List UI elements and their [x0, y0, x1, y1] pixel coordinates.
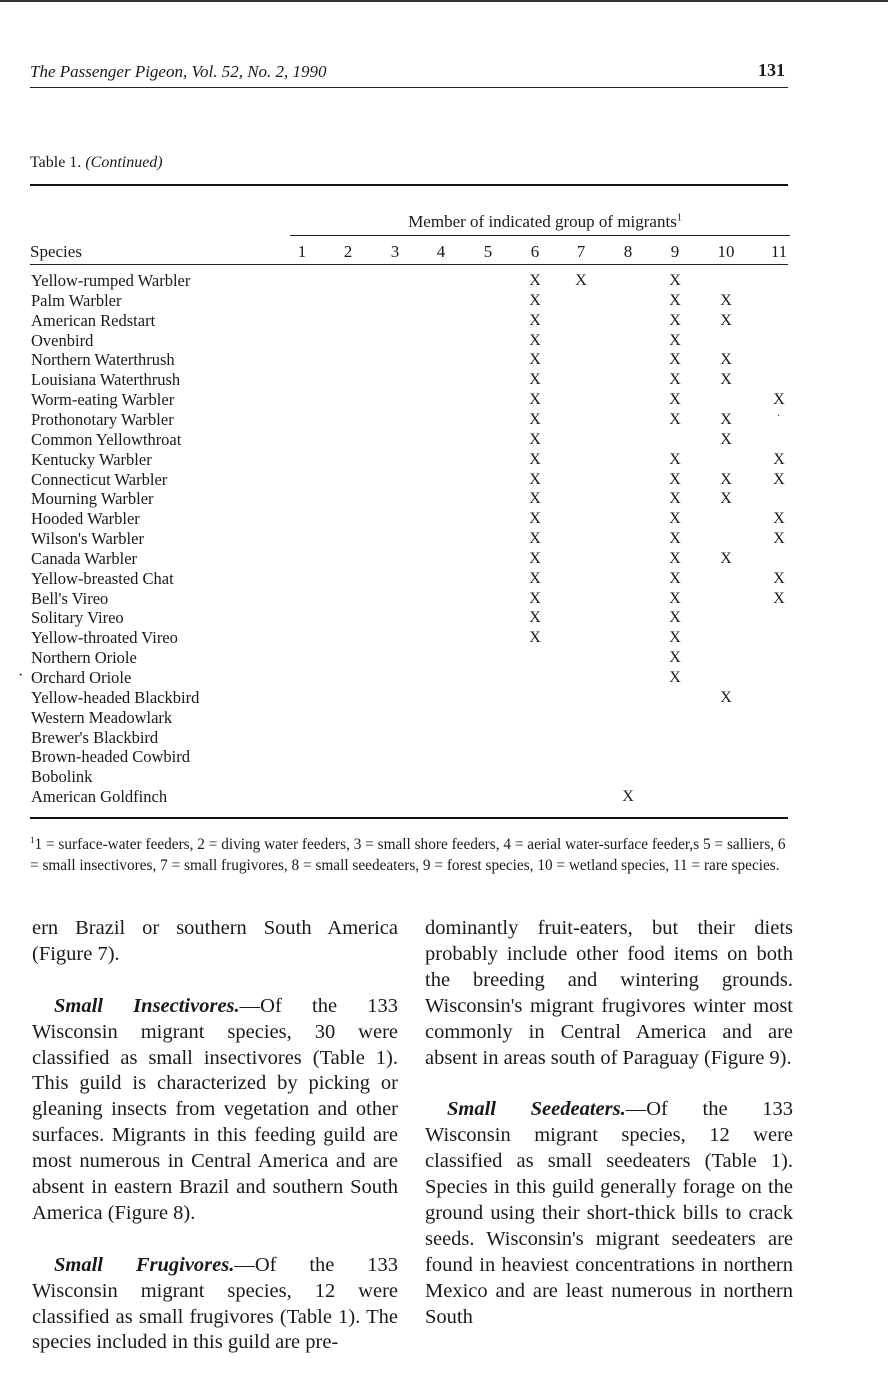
table-mark: X: [669, 450, 681, 468]
species-name: Wilson's Warbler: [31, 529, 144, 549]
species-name: Palm Warbler: [31, 290, 122, 310]
table-bottom-rule: [30, 817, 788, 819]
species-name: American Redstart: [31, 310, 156, 330]
table-mark: X: [575, 272, 587, 289]
table-mark: X: [669, 490, 681, 508]
species-name: Canada Warbler: [31, 548, 138, 568]
column-header-5: 5: [483, 242, 493, 261]
group-header-text: Member of indicated group of migrants: [408, 212, 677, 231]
column-header-8: 8: [623, 242, 633, 261]
table-mark: X: [773, 530, 785, 548]
table-mark: X: [720, 490, 732, 508]
page-number: 131: [758, 60, 785, 80]
header-rule: [30, 87, 788, 88]
table-mark: X: [720, 410, 732, 428]
species-name: Bell's Vireo: [31, 588, 109, 608]
paragraph: [32, 1253, 398, 1357]
table-mark: X: [529, 609, 541, 627]
species-name: Northern Oriole: [31, 648, 137, 668]
species-name: Worm-eating Warbler: [31, 390, 175, 410]
table-mark: X: [529, 391, 541, 409]
table-mark: X: [529, 450, 541, 468]
table-mark: X: [669, 609, 681, 627]
table-mark: X: [669, 311, 681, 329]
species-name: American Goldfinch: [31, 787, 168, 807]
table-caption-continued: (Continued): [85, 154, 163, 171]
table-mark: X: [529, 272, 541, 289]
stray-mark: ·: [18, 667, 24, 684]
table-mark: X: [669, 649, 681, 667]
group-header: [290, 212, 800, 232]
footnote-mark: 1: [30, 835, 35, 845]
table-mark: X: [773, 450, 785, 468]
header-bottom-rule: [30, 264, 788, 265]
table-mark: X: [529, 530, 541, 548]
table-mark: X: [720, 430, 732, 448]
column-header-4: 4: [436, 242, 446, 261]
paragraph: dominantly fruit-eaters, but their diets probably include other food items on both the breeding and wintering grounds. Wisconsin's migrant frugivores winter most commonly in Central America and are absent in areas south of Paraguay (Figure 9).: [425, 917, 793, 1069]
table-mark: X: [529, 569, 541, 587]
table-mark: X: [669, 391, 681, 409]
group-header-rule: [290, 235, 790, 236]
table-mark: X: [529, 410, 541, 428]
table-mark: X: [720, 291, 732, 309]
table-mark: X: [669, 331, 681, 349]
table-caption-label: Table 1.: [30, 154, 82, 171]
table-mark: X: [669, 589, 681, 607]
section-heading: Small Seedeaters.: [447, 1098, 626, 1121]
table-mark: X: [720, 688, 732, 706]
table-mark: X: [720, 549, 732, 567]
table-mark: X: [669, 530, 681, 548]
species-name: Western Meadowlark: [31, 707, 173, 727]
table-mark: X: [669, 569, 681, 587]
table-top-rule: [30, 184, 788, 186]
section-heading: Small Frugivores.: [54, 1253, 235, 1276]
column-header-11: 11: [770, 242, 788, 261]
table-mark: X: [529, 351, 541, 369]
species-name: Brewer's Blackbird: [31, 727, 159, 747]
paragraph: ern Brazil or southern South America (Figure 7).: [32, 917, 398, 965]
species-column-header: Species: [30, 242, 82, 261]
column-header-7: 7: [576, 242, 586, 261]
group-header-footnote-mark: 1: [676, 212, 682, 224]
paragraph-text: —Of the 133 Wisconsin migrant species, 12 were classified as small seedeaters (Table 1). Species in this guild generally forage on the ground using their short-thick bills to crack seeds. Wisconsin's migrant seedeaters are found in heaviest concentrations in northern Mexico and are least numerous in northern South: [425, 1098, 793, 1328]
species-name: Connecticut Warbler: [31, 469, 168, 489]
table-mark: X: [720, 371, 732, 389]
species-name: Yellow-breasted Chat: [31, 568, 174, 588]
species-name: Kentucky Warbler: [31, 449, 152, 469]
table-mark: X: [529, 589, 541, 607]
table-mark: X: [669, 669, 681, 686]
section-heading: Small Insectivores.: [54, 994, 240, 1017]
table-footnote: $^1$1 = surface-water feeders, 2 = diving water feeders, 3 = small shore feeders, 4 = aerial water-surface feeder,s 5 = salliers, 6 = small insectivores, 7 = small frugivores, 8 = small seedeaters, 9 = forest species, 10 = wetland species, 11 = rare species.: [30, 835, 786, 875]
species-name: Louisiana Waterthrush: [31, 370, 181, 390]
table-mark: X: [773, 510, 785, 528]
table-mark: X: [720, 311, 732, 329]
table-mark: X: [529, 430, 541, 448]
species-name: Common Yellowthroat: [31, 429, 182, 449]
species-name: Hooded Warbler: [31, 509, 140, 529]
table-mark: X: [773, 569, 785, 587]
table-mark: X: [529, 490, 541, 508]
table-mark: X: [529, 331, 541, 349]
species-name: Yellow-headed Blackbird: [31, 687, 200, 707]
column-header-3: 3: [390, 242, 400, 261]
table-mark: X: [529, 470, 541, 488]
table-mark: X: [622, 788, 634, 806]
table-mark: X: [773, 391, 785, 409]
running-head: The Passenger Pigeon, Vol. 52, No. 2, 1990: [30, 62, 327, 81]
species-name: Prothonotary Warbler: [31, 409, 174, 429]
table-mark: X: [773, 589, 785, 607]
column-header-6: 6: [530, 242, 540, 261]
species-name: Solitary Vireo: [31, 608, 124, 628]
paragraph-text: —Of the 133 Wisconsin migrant species, 30 were classified as small insectivores (Table 1). This guild is characterized by picking or gleaning insects from vegetation and other surfaces. Migrants in this feeding guild are most numerous in Central America and are absent in eastern Brazil and southern South America (Figure 8).: [32, 994, 398, 1224]
species-name: Yellow-throated Vireo: [31, 628, 178, 648]
table-mark: X: [529, 371, 541, 389]
table-mark: X: [669, 629, 681, 647]
column-header-1: 1: [297, 242, 307, 261]
paragraph: [32, 994, 398, 1227]
table-mark: X: [669, 291, 681, 309]
table-mark: X: [669, 549, 681, 567]
table-mark: X: [529, 291, 541, 309]
body-column-left: [32, 916, 398, 1356]
table-mark: X: [720, 351, 732, 369]
table-mark: X: [669, 272, 681, 289]
species-name: Bobolink: [31, 767, 93, 787]
table-mark: X: [773, 470, 785, 488]
column-header-10: 10: [717, 242, 735, 261]
body-column-right: [425, 916, 793, 1330]
stray-mark: ·: [777, 411, 781, 422]
table-mark: X: [669, 470, 681, 488]
column-header-2: 2: [343, 242, 353, 261]
paragraph: [425, 1097, 793, 1330]
table-mark: X: [529, 549, 541, 567]
table-mark: X: [529, 510, 541, 528]
species-name: Yellow-rumped Warbler: [31, 271, 191, 290]
species-name: Ovenbird: [31, 330, 94, 350]
table-mark: X: [669, 410, 681, 428]
table-mark: X: [720, 470, 732, 488]
table-mark: X: [529, 311, 541, 329]
paragraph-text: —Of the 133 Wisconsin migrant species, 12 were classified as small frugivores (Table 1). The species included in this guild are pre-: [32, 1253, 398, 1354]
table-mark: X: [669, 351, 681, 369]
species-name: Northern Waterthrush: [31, 350, 175, 370]
table-caption: [30, 154, 163, 172]
table-mark: X: [669, 510, 681, 528]
table-mark: X: [669, 371, 681, 389]
species-name: Brown-headed Cowbird: [31, 747, 191, 767]
species-name: Orchard Oriole: [31, 668, 132, 687]
table-mark: X: [529, 629, 541, 647]
page-top-border: [0, 0, 888, 2]
column-header-9: 9: [670, 242, 680, 261]
species-name: Mourning Warbler: [31, 489, 154, 509]
